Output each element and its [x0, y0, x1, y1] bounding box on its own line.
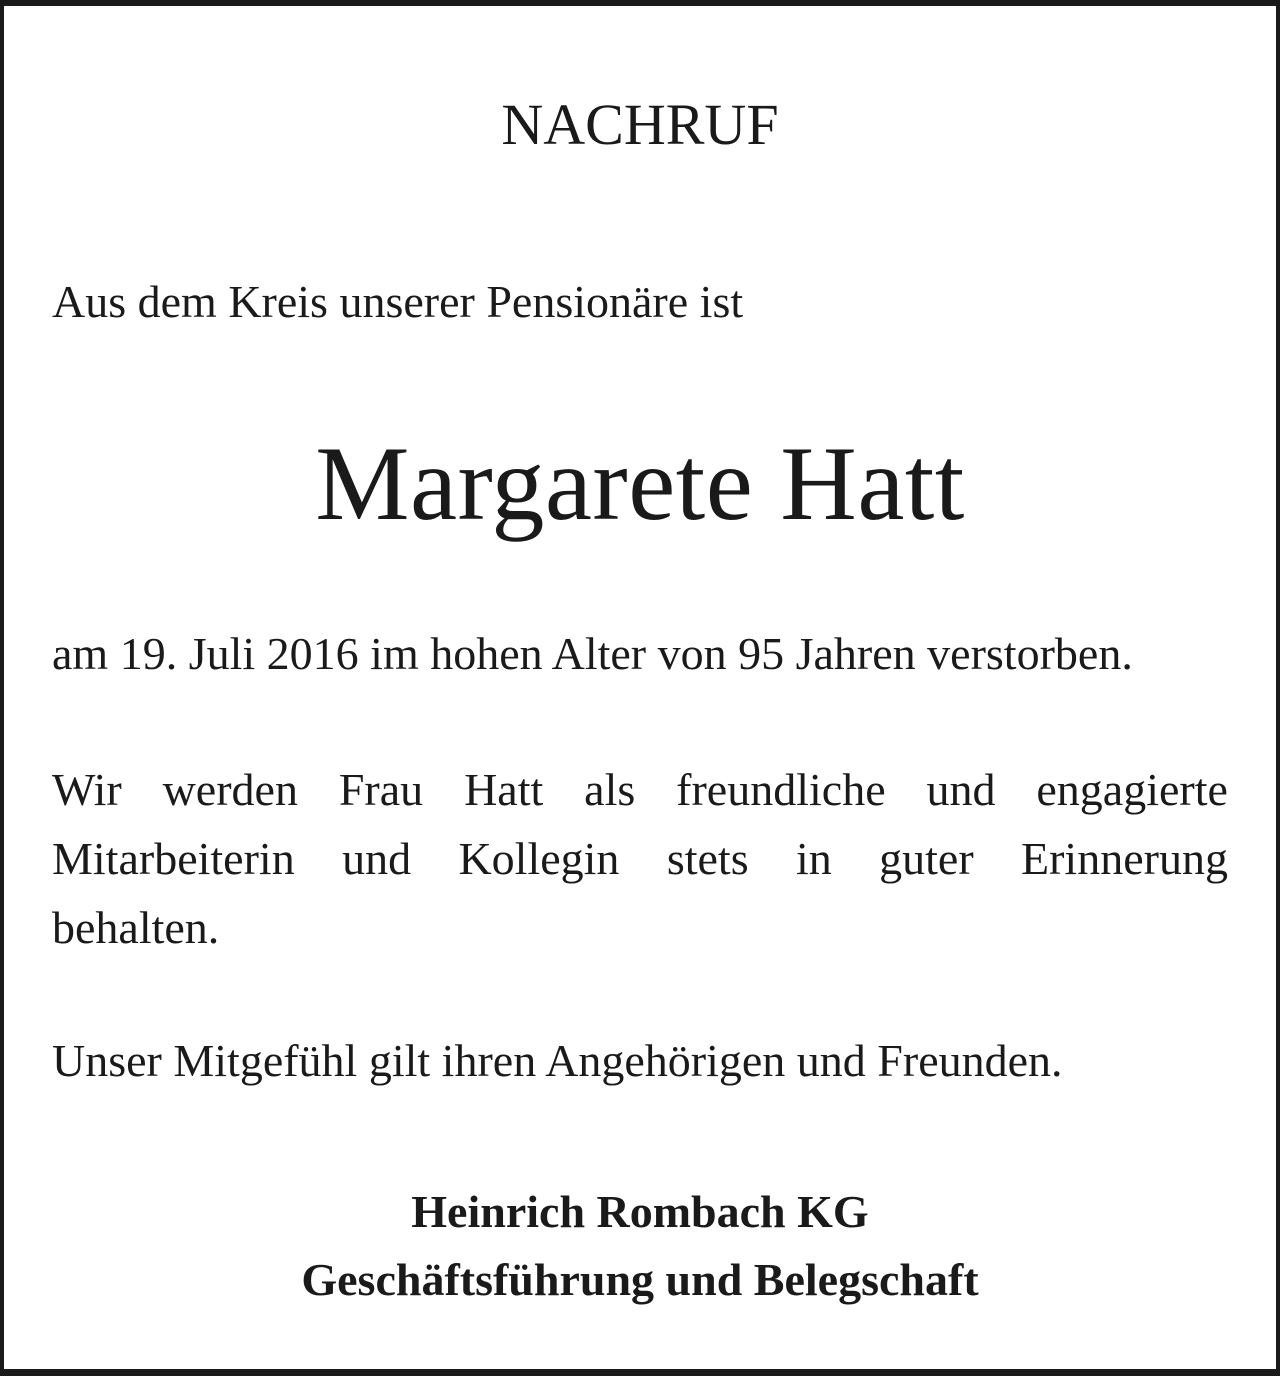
tribute-line-1	[52, 762, 1228, 818]
word: Frau	[338, 764, 424, 815]
death-line: am 19. Juli 2016 im hohen Alter von 95 Jahren verstorben.	[52, 628, 1133, 679]
word: als	[584, 764, 636, 815]
intro-text: Aus dem Kreis unserer Pensionäre ist	[52, 276, 744, 327]
signature-company: Heinrich Rombach KG	[411, 1186, 869, 1237]
word: und	[926, 764, 996, 815]
word: Wir	[52, 764, 122, 815]
word: in	[795, 833, 832, 884]
word: engagierte	[1036, 764, 1228, 815]
word: stets	[666, 833, 749, 884]
tribute-line-2	[52, 831, 1228, 887]
sympathy-line: Unser Mitgefühl gilt ihren Angehörigen und Freunden.	[52, 1035, 1063, 1086]
tribute-line-3: behalten.	[52, 902, 220, 953]
word: und	[342, 833, 412, 884]
word: werden	[162, 764, 298, 815]
notice-heading: NACHRUF	[501, 92, 779, 157]
word: freundliche	[676, 764, 886, 815]
word: Mitarbeiterin	[52, 833, 295, 884]
word: Hatt	[464, 764, 544, 815]
signature-group: Geschäftsführung und Belegschaft	[301, 1254, 979, 1305]
word: Kollegin	[458, 833, 620, 884]
word: Erinnerung	[1021, 833, 1228, 884]
word: guter	[879, 833, 974, 884]
deceased-name: Margarete Hatt	[315, 425, 965, 542]
